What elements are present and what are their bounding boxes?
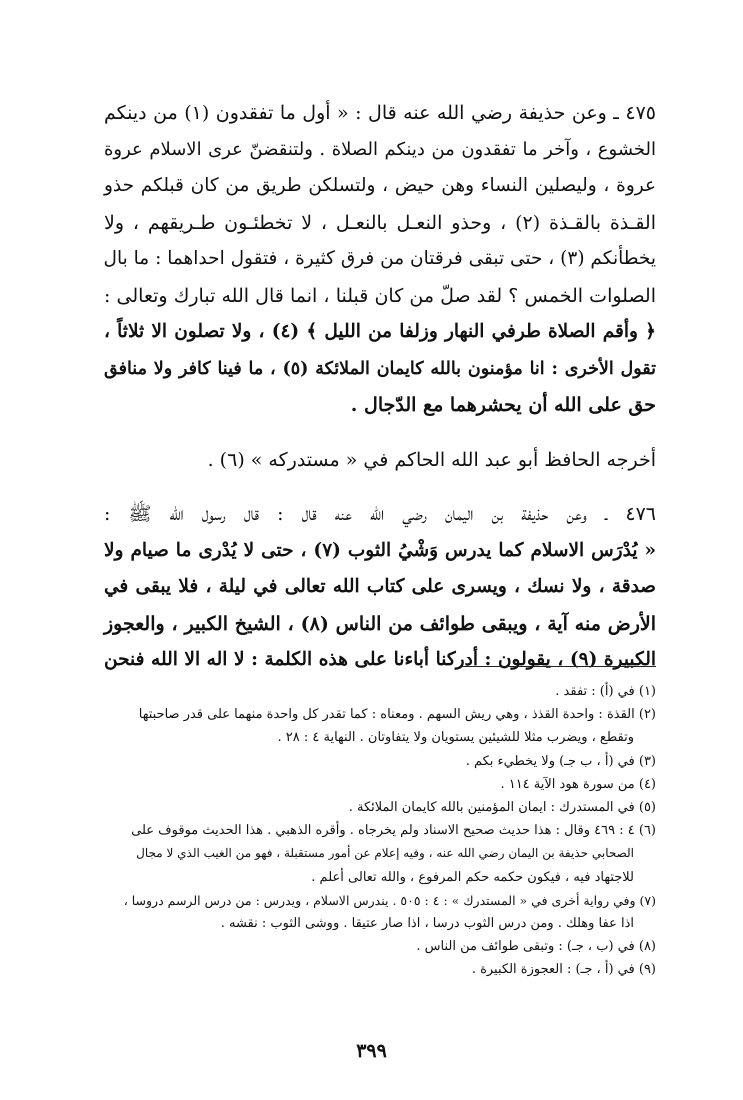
footnote-separator <box>462 666 656 667</box>
text-line: يخطأنكم (٣) ، حتى تبقى فرقتان من فرق كثيرة ، فتقول احداهما : ما بال <box>103 248 656 269</box>
source-note: أخرجه الحافظ أبو عبد الله الحاكم في « مستدركه » (٦) . <box>207 448 656 471</box>
text-line: الخشوع ، وآخر ما تفقدون من دينكم الصلاة . ولتنقضنّ عرى الاسلام عروة <box>104 138 656 160</box>
text-line: تقول الأخرى : انا مؤمنون بالله كايمان الملائكة (٥) ، ما فينا كافر ولا منافق <box>104 358 657 379</box>
quran-verse-line: ﴿ وأقم الصلاة طرفي النهار وزلفا من الليل ﴾ (٤) ، ولا تصلون الا ثلاثاً ، <box>104 321 656 342</box>
footnote-continuation: الصحابي حذيفة بن اليمان رضي الله عنه ، وفيه إعلام عن أمور مستقبلة ، فهو من الغيب الذي لا مجال <box>136 846 634 861</box>
footnote: (٥) في المستدرك : ايمان المؤمنين بالله كايمان الملائكة . <box>348 799 656 815</box>
text-line: حق على الله أن يحشرهما مع الدّجال . <box>350 394 656 416</box>
text-line: ٤٧٦ ـ وعن حذيفة بن اليمان رضي الله عنه قال : قال رسول الله ﷺ : <box>104 503 656 525</box>
hadith-line: الكبيرة (٩) ، يقولون : أدركنا أباءنا على هذه الكلمة : لا اله الا الله فنحن <box>104 649 656 670</box>
footnote-continuation: وتقطع ، ويضرب مثلا للشيئين يستويان ولا يتفاوتان . النهاية ٤ : ٢٨ . <box>277 730 634 746</box>
footnote: (٨) في (ب ، جـ) : وتبقى طوائف من الناس . <box>416 939 656 955</box>
main-text <box>104 95 656 679</box>
page-number: ٣٩٩ <box>356 1040 387 1062</box>
hadith-line: « يُدْرَس الاسلام كما يدرس وَشْيُ الثوب (٧) ، حتى لا يُدْرى ما صيام ولا <box>104 539 657 561</box>
text-line: عروة ، وليصلين النساء وهن حيض ، ولتسلكن طريق من كان قبلكم حذو <box>104 175 656 196</box>
footnote: (٦) ٤ : ٤٦٩ وقال : هذا حديث صحيح الاسناد ولم يخرجاه . وأقره الذهبي . هذا الحديث موقوف على <box>131 823 656 839</box>
footnote: (٧) وفي رواية أخرى في « المستدرك » : ٤ : ٥٠٥ . يندرس الاسلام ، ويدرس : من درس الرسم دروسا ، <box>123 892 656 908</box>
text-line: القـذة بالقـذة (٢) ، وحذو النعـل بالنعـل ، لا تخطئـون طـريقهم ، ولا <box>104 211 657 234</box>
footnote-continuation: للاجتهاد فيه ، فيكون حكمه حكم المرفوع ، والله تعالى أعلم . <box>311 869 634 885</box>
footnote: (٤) من سورة هود الآية ١١٤ . <box>500 776 656 792</box>
footnote: (٢) القذة : واحدة القذذ ، وهي ريش السهم . ومعناه : كما تقدر كل واحدة منهما على قدر صاحبتها <box>138 707 656 723</box>
footnote: (٩) في (أ ، جـ) : العجوزة الكبيرة . <box>471 962 656 978</box>
footnote-continuation: اذا عفا وهلك . ومن درس الثوب درسا ، اذا صار عتيقا . ووشى الثوب : نقشه . <box>220 915 634 931</box>
footnotes <box>104 680 656 981</box>
hadith-line: صدقة ، ولا نسك ، ويسرى على كتاب الله تعالى في ليلة ، فلا يبقى في <box>104 576 656 597</box>
footnote: (٣) في (أ ، ب جـ) ولا يخطيء بكم . <box>465 753 656 769</box>
hadith-line: الأرض منه آية ، ويبقى طوائف من الناس (٨) ، الشيخ الكبير ، والعجوز <box>104 612 656 635</box>
footnote: (١) في (أ) : تفقد . <box>555 684 656 699</box>
text-line: ٤٧٥ ـ وعن حذيفة رضي الله عنه قال : « أول ما تفقدون (١) من دينكم <box>104 102 656 124</box>
text-line: الصلوات الخمس ؟ لقد صلّ من كان قبلنا ، انما قال الله تبارك وتعالى : <box>104 284 656 307</box>
